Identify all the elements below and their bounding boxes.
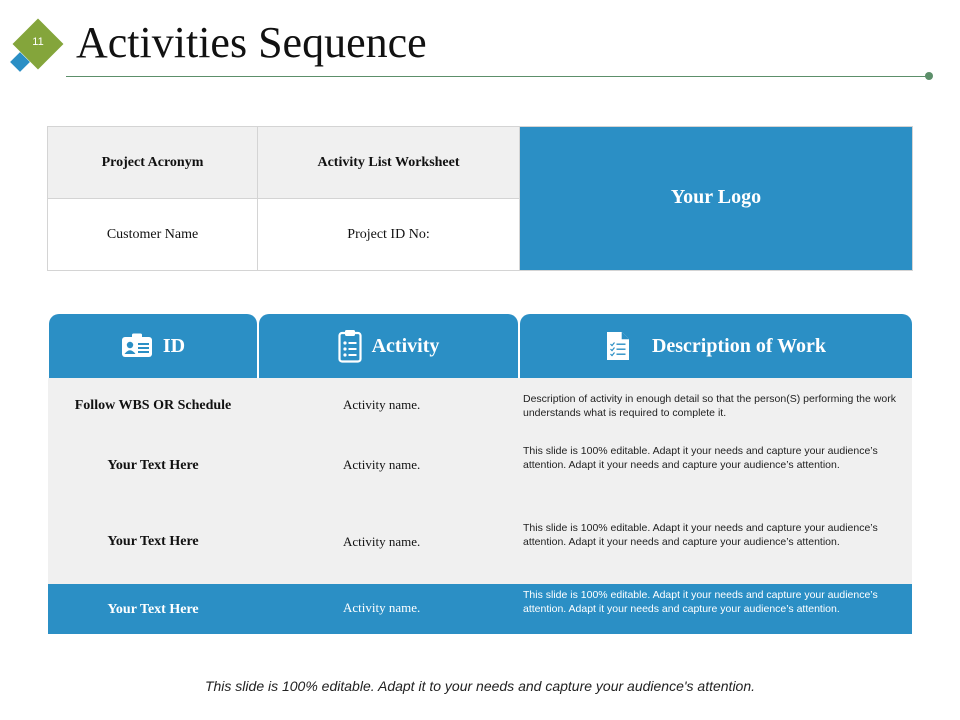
- activity-table-body: [48, 378, 912, 634]
- activity-list-worksheet-cell: Activity List Worksheet: [258, 127, 520, 199]
- document-list-icon: [606, 331, 630, 361]
- divider-end-dot: [925, 72, 933, 80]
- table-row: [48, 506, 912, 584]
- column-header-activity: [259, 314, 518, 378]
- column-header-label: Description of Work: [651, 334, 827, 357]
- slide-number: 11: [32, 36, 44, 48]
- page-title: Activities Sequence: [76, 18, 427, 67]
- logo-placeholder: Your Logo: [520, 127, 912, 270]
- column-header-id: [49, 314, 257, 378]
- customer-name-cell: Customer Name: [48, 199, 258, 270]
- table-row: [48, 434, 912, 506]
- column-header-description: [520, 314, 912, 378]
- row-activity-cell: Activity name.: [343, 600, 421, 615]
- table-row: [48, 378, 912, 434]
- project-info-table: [47, 126, 913, 271]
- table-row-highlighted: [48, 584, 912, 634]
- title-divider: [66, 76, 928, 77]
- row-description-cell: This slide is 100% editable. Adapt it your needs and capture your audience’s attention. Adapt it your needs and capture your audience’s attention.: [523, 589, 878, 615]
- row-id-cell: Your Text Here: [107, 458, 199, 473]
- row-description-cell: This slide is 100% editable. Adapt it your needs and capture your audience’s attention. Adapt it your needs and capture your audience’s attention.: [523, 522, 878, 548]
- project-id-cell: Project ID No:: [258, 199, 520, 270]
- row-activity-cell: Activity name.: [343, 457, 421, 472]
- column-header-label: Activity: [371, 334, 440, 357]
- row-id-cell: Your Text Here: [107, 602, 199, 617]
- project-acronym-cell: Project Acronym: [48, 127, 258, 199]
- row-activity-cell: Activity name.: [343, 397, 421, 412]
- row-description-cell: This slide is 100% editable. Adapt it your needs and capture your audience’s attention. Adapt it your needs and capture your audience’s attention.: [523, 445, 878, 471]
- column-header-label: ID: [162, 334, 186, 357]
- row-id-cell: Follow WBS OR Schedule: [74, 398, 232, 413]
- id-card-icon: [121, 333, 153, 359]
- clipboard-list-icon: [338, 329, 362, 363]
- footer-note: This slide is 100% editable. Adapt it to your needs and capture your audience's attention.: [204, 678, 756, 694]
- row-activity-cell: Activity name.: [343, 534, 421, 549]
- row-description-cell: Description of activity in enough detail so that the person(S) performing the work understands what is required to complete it.: [523, 393, 896, 419]
- row-id-cell: Your Text Here: [107, 534, 199, 549]
